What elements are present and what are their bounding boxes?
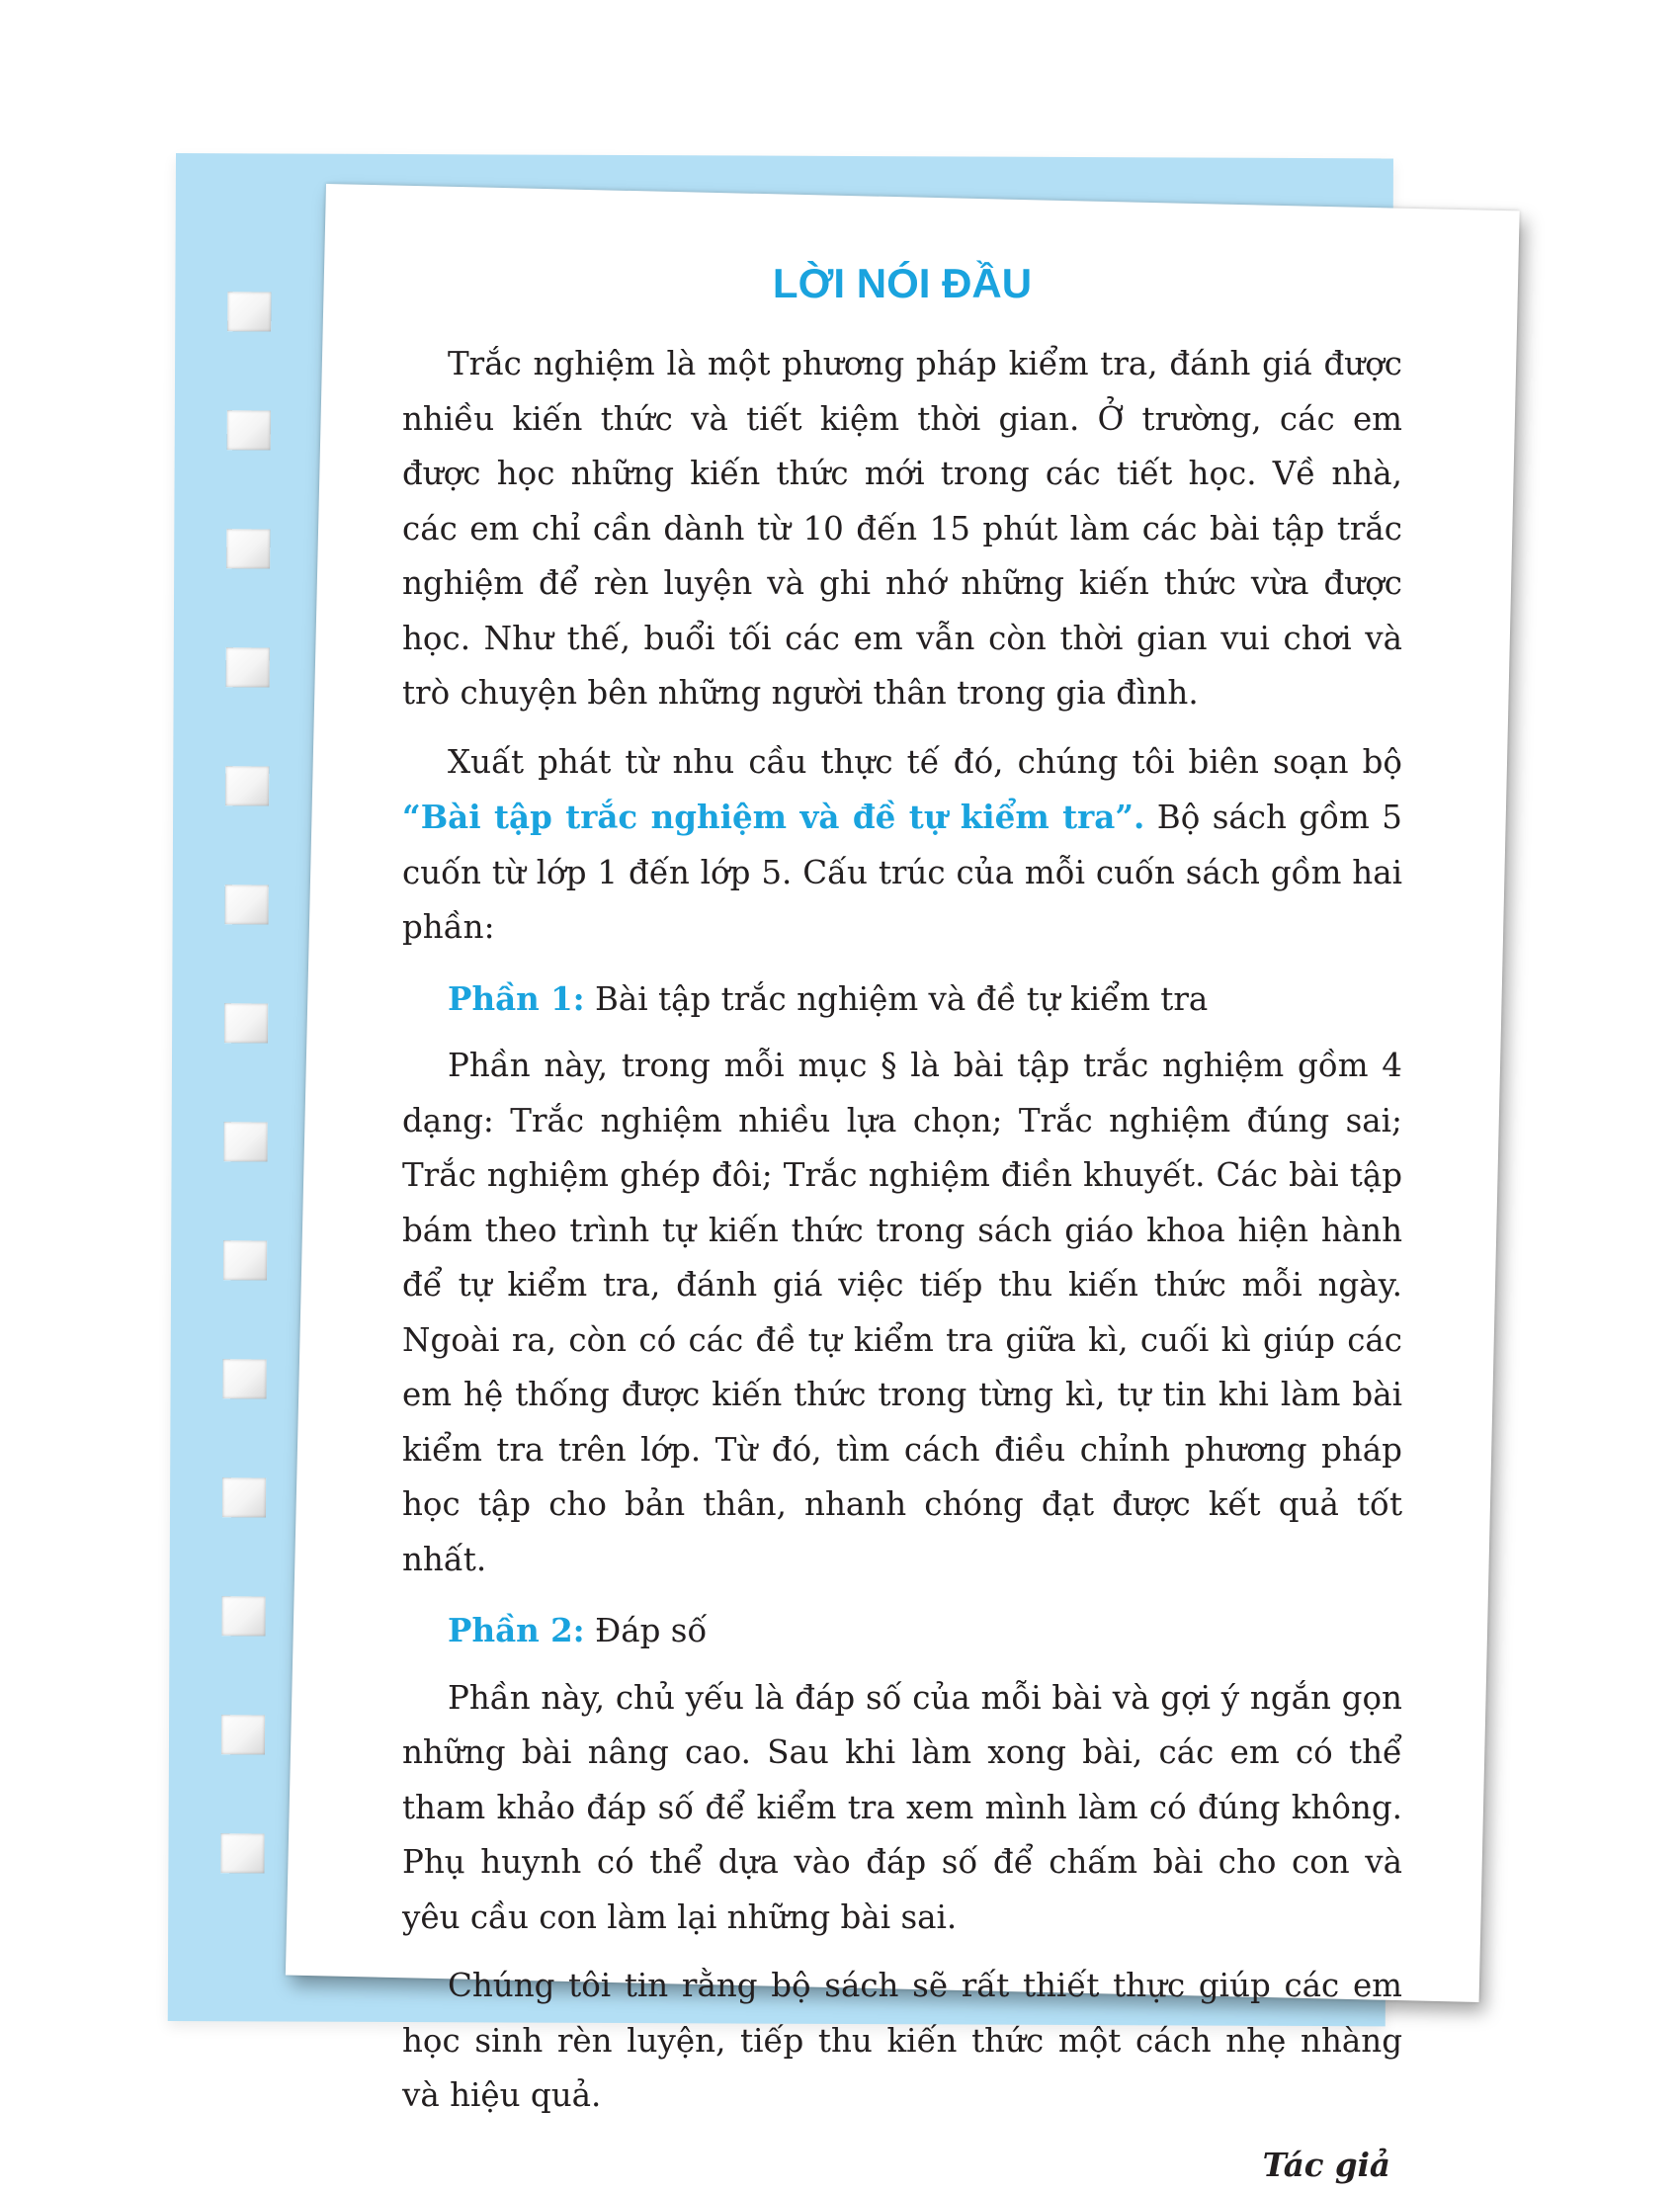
binder-hole (227, 292, 271, 331)
author-signature: Tác giả (402, 2138, 1402, 2192)
closing-paragraph: Chúng tôi tin rằng bộ sách sẽ rất thiết thực giúp các em học sinh rèn luyện, tiếp thu kiến thức một cách nhẹ nhàng và hiệu quả. (402, 1959, 1402, 2124)
binder-hole (225, 766, 269, 805)
series-paragraph (402, 735, 1402, 956)
binder-hole (226, 647, 270, 687)
binder-hole (225, 885, 269, 924)
series-title: “Bài tập trắc nghiệm và đề tự kiểm tra”. (402, 798, 1144, 836)
part2-label: Phần 2: (448, 1611, 585, 1649)
binder-hole (223, 1359, 267, 1398)
series-text-before: Xuất phát từ nhu cầu thực tế đó, chúng tôi biên soạn bộ (448, 743, 1402, 781)
page-title: LỜI NÓI ĐẦU (402, 252, 1402, 315)
intro-paragraph: Trắc nghiệm là một phương pháp kiểm tra, đánh giá được nhiều kiến thức và tiết kiệm thời gian. Ở trường, các em được học những kiến thức mới trong các tiết học. Về nhà, các em chỉ cần dành từ 10 đến 15 phút làm các bài tập trắc nghiệm để rèn luyện và ghi nhớ những kiến thức vừa được học. Như thế, buổi tối các em vẫn còn thời gian vui chơi và trò chuyện bên những người thân trong gia đình. (402, 337, 1402, 721)
binder-hole (221, 1596, 265, 1636)
binder-hole (222, 1477, 266, 1517)
part2-title: Đáp số (585, 1612, 708, 1649)
binder-hole (224, 1122, 268, 1161)
preface-content (402, 252, 1402, 2192)
part1-label: Phần 1: (448, 979, 585, 1018)
binder-hole (223, 1240, 267, 1280)
binder-hole (224, 1003, 268, 1043)
series-text-after: Bộ sách gồm 5 cuốn từ lớp 1 đến lớp 5. Cấu trúc của mỗi cuốn sách gồm hai phần: (402, 799, 1402, 946)
binder-hole (227, 410, 271, 450)
binder-hole (220, 1833, 264, 1873)
part1-heading (402, 971, 1402, 1028)
part2-paragraph: Phần này, chủ yếu là đáp số của mỗi bài và gợi ý ngắn gọn những bài nâng cao. Sau khi làm xong bài, các em có thể tham khảo đáp số để kiểm tra xem mình làm có đúng không. Phụ huynh có thể dựa vào đáp số để chấm bài cho con và yêu cầu con làm lại những bài sai. (402, 1671, 1402, 1946)
part1-title: Bài tập trắc nghiệm và đề tự kiểm tra (585, 980, 1209, 1018)
part1-paragraph: Phần này, trong mỗi mục § là bài tập trắc nghiệm gồm 4 dạng: Trắc nghiệm nhiều lựa chọn; Trắc nghiệm đúng sai; Trắc nghiệm ghép đôi; Trắc nghiệm điền khuyết. Các bài tập bám theo trình tự kiến thức trong sách giáo khoa hiện hành để tự kiểm tra, đánh giá việc tiếp thu kiến thức mỗi ngày. Ngoài ra, còn có các đề tự kiểm tra giữa kì, cuối kì giúp các em hệ thống được kiến thức trong từng kì, tự tin khi làm bài kiểm tra trên lớp. Từ đó, tìm cách điều chỉnh phương pháp học tập cho bản thân, nhanh chóng đạt được kết quả tốt nhất. (402, 1039, 1402, 1587)
part2-heading (402, 1603, 1402, 1659)
binder-hole (221, 1715, 265, 1754)
binder-hole (226, 529, 270, 568)
